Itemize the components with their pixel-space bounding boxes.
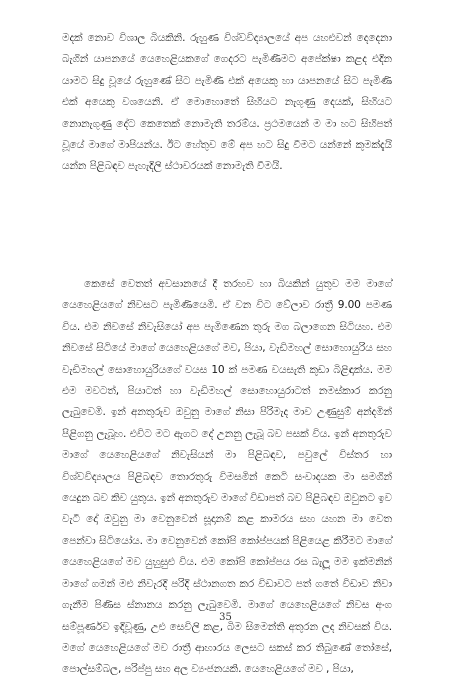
body-paragraph-1: මදක් නොව විශාල බියකිනි. රුහුණ විශ්වවිද්‍යාලයේ අප යහළුවන් දෙදෙනා බැගින් යාපනයේ යෙහෙළියකගේ ගෙදරට පැමිණීමට අපේක්ෂා කළද එදින යාමට සිදු වූයේ රුහුණේ සිට පැමිණි එක් අයෙකු හා යාපනයේ සිට පැමිණි එක් අයෙකු වශයෙනි. ඒ මොහොතේ සිහියට නැගුණු දෙයක්, සිහියට නොනැගුණු දේට කෙතෙක් නොමැති තරම්ය. ප්‍රථමයෙන් ම මා හට සිහිපත් වූයේ මාගේ මාපියන්ය. ඊට හේතුව මේ අප හට සිදු වීමට යන්නේ කුමක්දැයි යන්න පිළිබඳව පැහැදිලි ස්ථාවරයක් නොමැති වීමයි.	[62, 32, 392, 173]
page-number: 35	[219, 612, 232, 623]
body-paragraph-2: කෙසේ වෙතත් අවසානයේ දී තරහව හා බියකින් යුතුව මම මාගේ යෙහෙළියගේ නිවසට පැමිණියෙමි. ඒ වන විට වේලාව රාත්‍රී 9.00 පමණ විය. එම නිවසේ නිවැසියෝ අප පැමිණෙන තුරු මග බලාගෙන සිටියහ. එම නිවසේ සිටියේ මාගේ යෙහෙළියගේ මව, පියා, වැඩිමහල් සොහොයුරිය සහ වැඩිමහල් සොහොයුරියගේ වයස 10 ක් පමණ වයසැති කුඩා බිළිඳාක්ය. මම එම මවටත්, පියාටත් හා වැඩිමහල් සොහොයුරාටත් නමස්කාර කරනු ලැබුවෙමි. ඉන් අනතුරුව ඔවුනු මාගේ නිසා පිරිමැද මාව උණුසුම් අන්දමින් පිළිගනු ලැබූහ. එවිට මට ඇගට දේ උනනු ලැබූ බව පසක් විය. ඉන් අනතුරුව මාගේ යෙහෙළියගේ නිවැසියන් මා පිළිබඳව, පවුලේ විස්තර හා විශ්වවිද්‍යාලය පිළිබඳව තොරතුරු විමසමින් කෙටි සංවාදයක මා සමගින් යෙදුන බව කිව යුතුය. ඉන් අනතුරුව මාගේ විඩාපත් බව පිළිබඳව ඔවුනට ඉව වැටී දෝ ඔවුනු මා වෙනුවෙන් සූදානම් කළ කාමරය සහ යහන මා වෙත පෙන්වා සිටියෝය. මා වෙනුවෙන් කෝපි කෝප්පයක් පිළියෙළ කිරීමට මාගේ යෙහෙළියගේ මව යුහුසුළු විය. එම කෝපි කෝප්පය රස බැලූ මම ඉක්මනින් මාගේ ගමන් මළු නිවැරදි පරිදි ස්ථානගත කර විඩාවට පත් ගතේ විඩාව නිවා ගැනීම පිණිස ස්නානය කරනු ලැබුවෙමි. මාගේ යෙහෙළියගේ නිවස අංග සම්පූර්ණව ඉදිවූණු, උළු සෙවිලි කළ, බිම සිමෙන්ති අතුරන ලද නිවසක් විය. මගේ යෙහෙළියගේ මව රාත්‍රී ආහාරය ලෙසට සකස් කර තිබුණේ තෝසේ, පොල්සම්බල, පරිප්පු සහ අල ව්‍යංජනයකි. යෙහෙළියගේ මව , පියා,	[62, 278, 392, 676]
